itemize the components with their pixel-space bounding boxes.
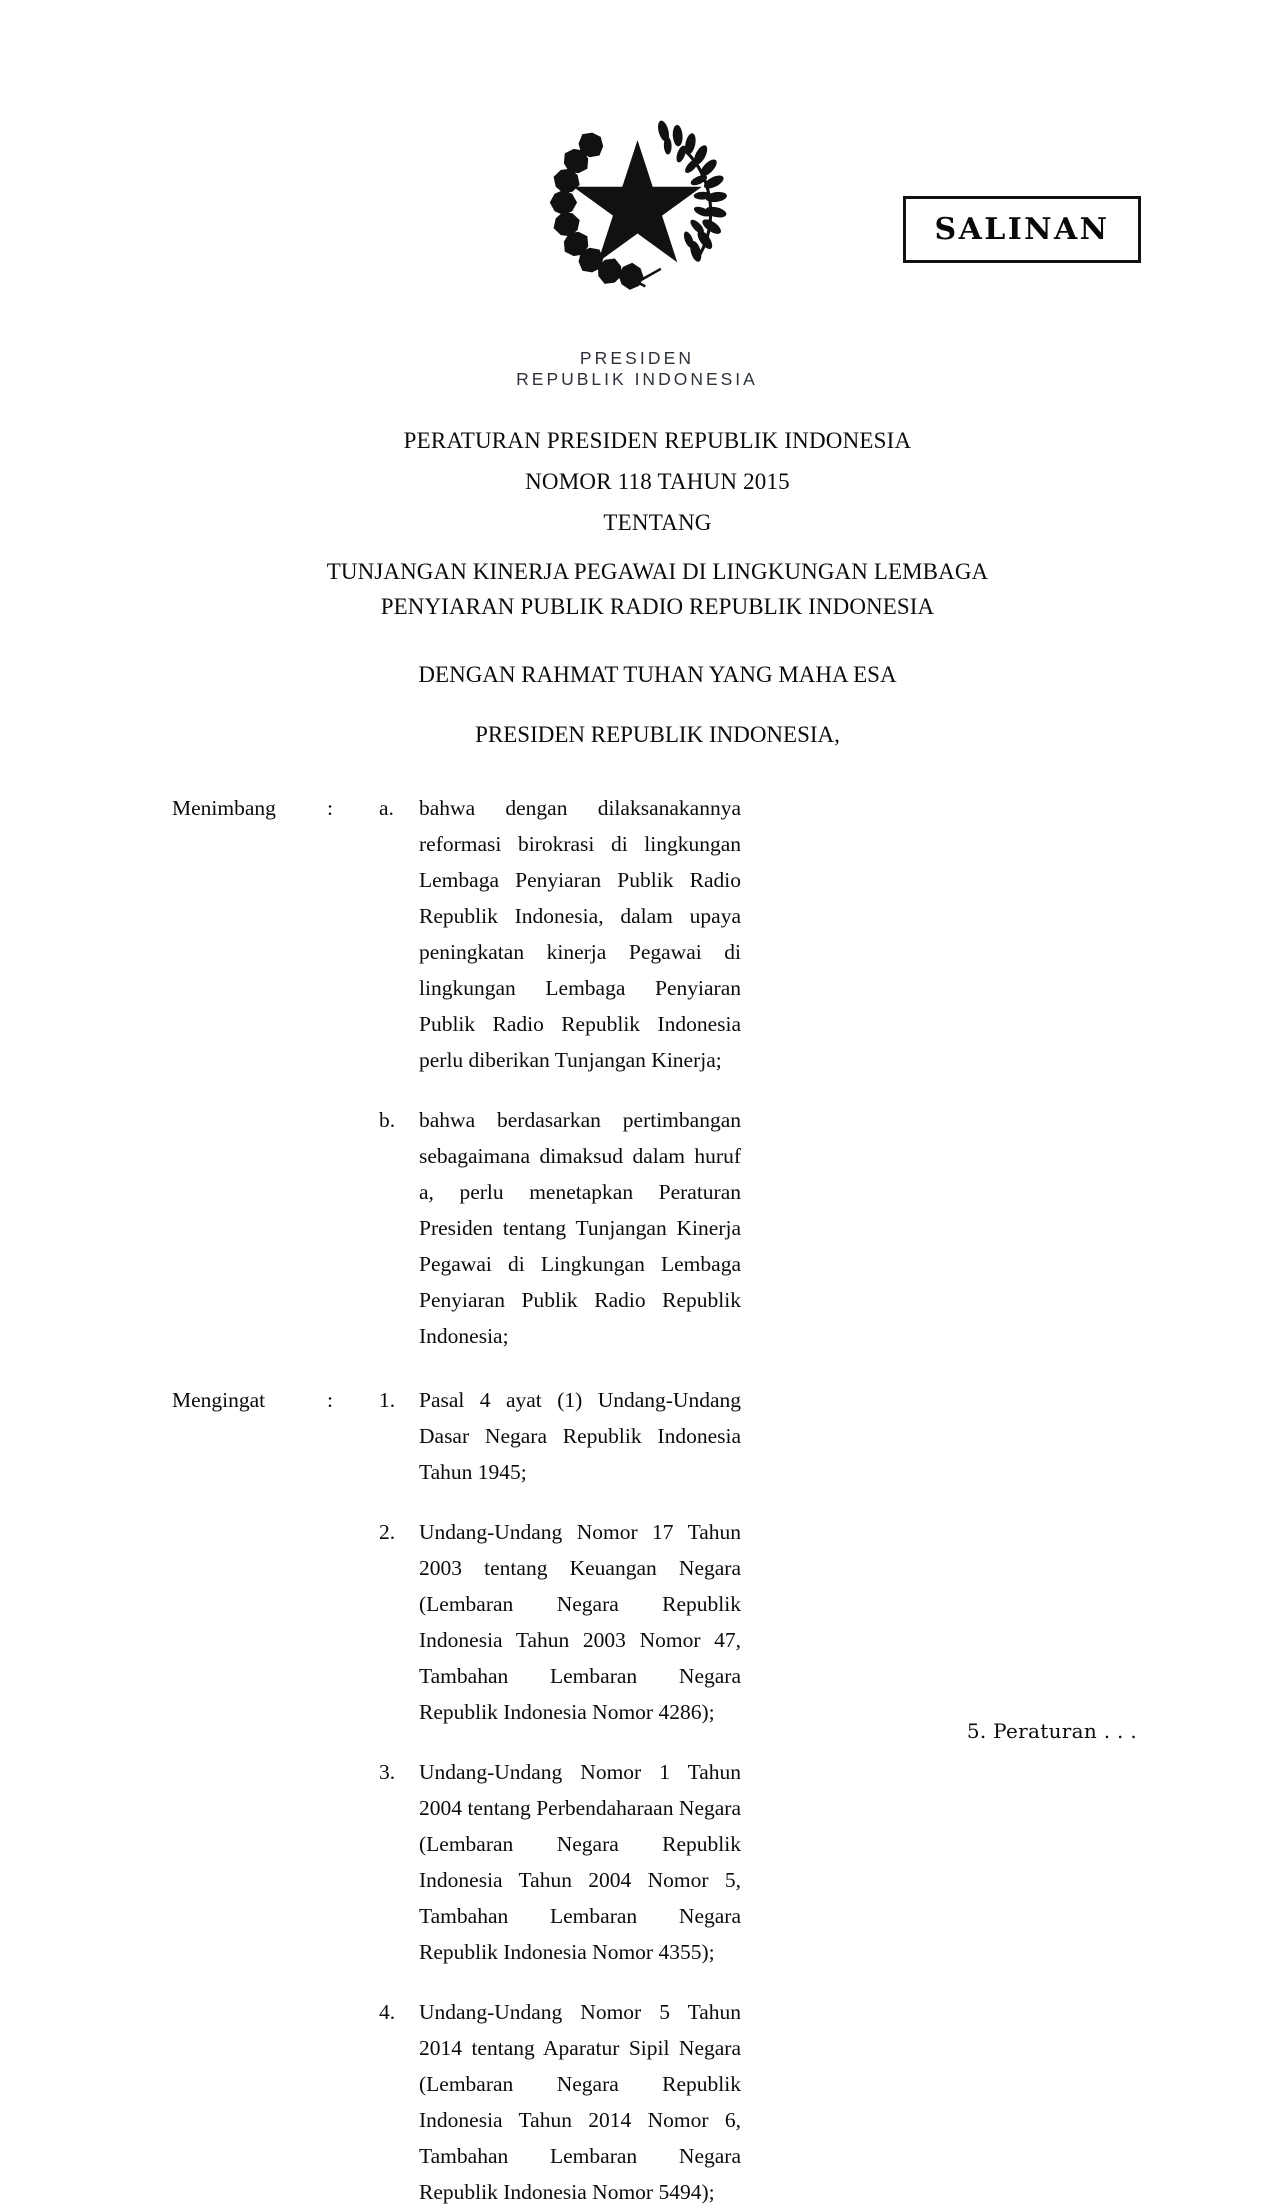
- salinan-stamp-label: SALINAN: [934, 212, 1110, 247]
- invocation-line: DENGAN RAHMAT TUHAN YANG MAHA ESA: [418, 662, 897, 687]
- clause-item-text: Pasal 4 ayat (1) Undang-Undang Dasar Negara Republik Indonesia Tahun 1945;: [419, 1388, 741, 1484]
- document-subject: [175, 554, 1140, 624]
- subject-line-1: TUNJANGAN KINERJA PEGAWAI DI LINGKUNGAN LEMBAGA: [326, 559, 989, 584]
- clause-label: Menimbang: [172, 796, 276, 820]
- clause-item-text: Undang-Undang Nomor 1 Tahun 2004 tentang Perbendaharaan Negara (Lembaran Negara Republik Indonesia Tahun 2004 Nomor 5, Tambahan Lembaran Negara Republik Indonesia Nomor 4355);: [419, 1760, 741, 1964]
- emblem-caption-line1: PRESIDEN: [579, 348, 695, 368]
- clause-colon: :: [327, 1388, 333, 1412]
- clause-item-body: [419, 1994, 741, 2210]
- indonesia-presidential-seal-icon: [540, 105, 735, 300]
- clause-item-marker: b.: [379, 1108, 396, 1132]
- clause-item-marker: 3.: [379, 1760, 396, 1784]
- clause-row: [0, 1382, 1275, 1490]
- clause-item-marker: 1.: [379, 1388, 396, 1412]
- clause-item-marker: 2.: [379, 1520, 396, 1544]
- title-line-1: PERATURAN PRESIDEN REPUBLIK INDONESIA: [403, 428, 912, 453]
- clause-item-text: bahwa berdasarkan pertimbangan sebagaimana dimaksud dalam huruf a, perlu menetapkan Peraturan Presiden tentang Tunjangan Kinerja Pegawai di Lingkungan Lembaga Penyiaran Publik Radio Republik Indonesia;: [419, 1108, 741, 1348]
- clause-group-menimbang: [0, 790, 1275, 1354]
- emblem-caption-line2: REPUBLIK INDONESIA: [516, 369, 758, 389]
- emblem-caption: [437, 348, 837, 390]
- clause-item-marker: a.: [379, 796, 394, 820]
- clause-label: Mengingat: [172, 1388, 266, 1412]
- clause-item-text: Undang-Undang Nomor 5 Tahun 2014 tentang Aparatur Sipil Negara (Lembaran Negara Republik Indonesia Tahun 2014 Nomor 6, Tambahan Lembaran Negara Republik Indonesia Nomor 5494);: [419, 2000, 741, 2204]
- clause-item-text: bahwa dengan dilaksanakannya reformasi birokrasi di lingkungan Lembaga Penyiaran Publik Radio Republik Indonesia, dalam upaya peningkatan kinerja Pegawai di lingkungan Lembaga Penyiaran Publik Radio Republik Indonesia perlu diberikan Tunjangan Kinerja;: [419, 796, 741, 1072]
- clause-item-text: Undang-Undang Nomor 17 Tahun 2003 tentang Keuangan Negara (Lembaran Negara Republik Indonesia Tahun 2003 Nomor 47, Tambahan Lembaran Negara Republik Indonesia Nomor 4286);: [419, 1520, 741, 1724]
- page-catchword: 5. Peraturan . . .: [966, 1719, 1137, 1743]
- clause-item-body: [419, 1382, 741, 1490]
- clause-row: [0, 1754, 1275, 1970]
- clause-row: [0, 1102, 1275, 1354]
- title-line-2: NOMOR 118 TAHUN 2015: [525, 469, 790, 494]
- title-line-3: TENTANG: [603, 510, 712, 535]
- clause-row: [0, 790, 1275, 1078]
- clause-colon: :: [327, 796, 333, 820]
- document-title-block: [175, 420, 1140, 624]
- clauses-container: [0, 790, 1275, 2210]
- subject-line-2: PENYIARAN PUBLIK RADIO REPUBLIK INDONESIA: [380, 594, 935, 619]
- clause-item-body: [419, 790, 741, 1078]
- issuer-line: PRESIDEN REPUBLIK INDONESIA,: [475, 722, 840, 747]
- clause-item-body: [419, 1102, 741, 1354]
- clause-item-marker: 4.: [379, 2000, 396, 2024]
- clause-row: [0, 1514, 1275, 1730]
- clause-item-body: [419, 1754, 741, 1970]
- salinan-stamp: [903, 196, 1141, 263]
- clause-item-body: [419, 1514, 741, 1730]
- clause-group-mengingat: [0, 1382, 1275, 2210]
- clause-row: [0, 1994, 1275, 2210]
